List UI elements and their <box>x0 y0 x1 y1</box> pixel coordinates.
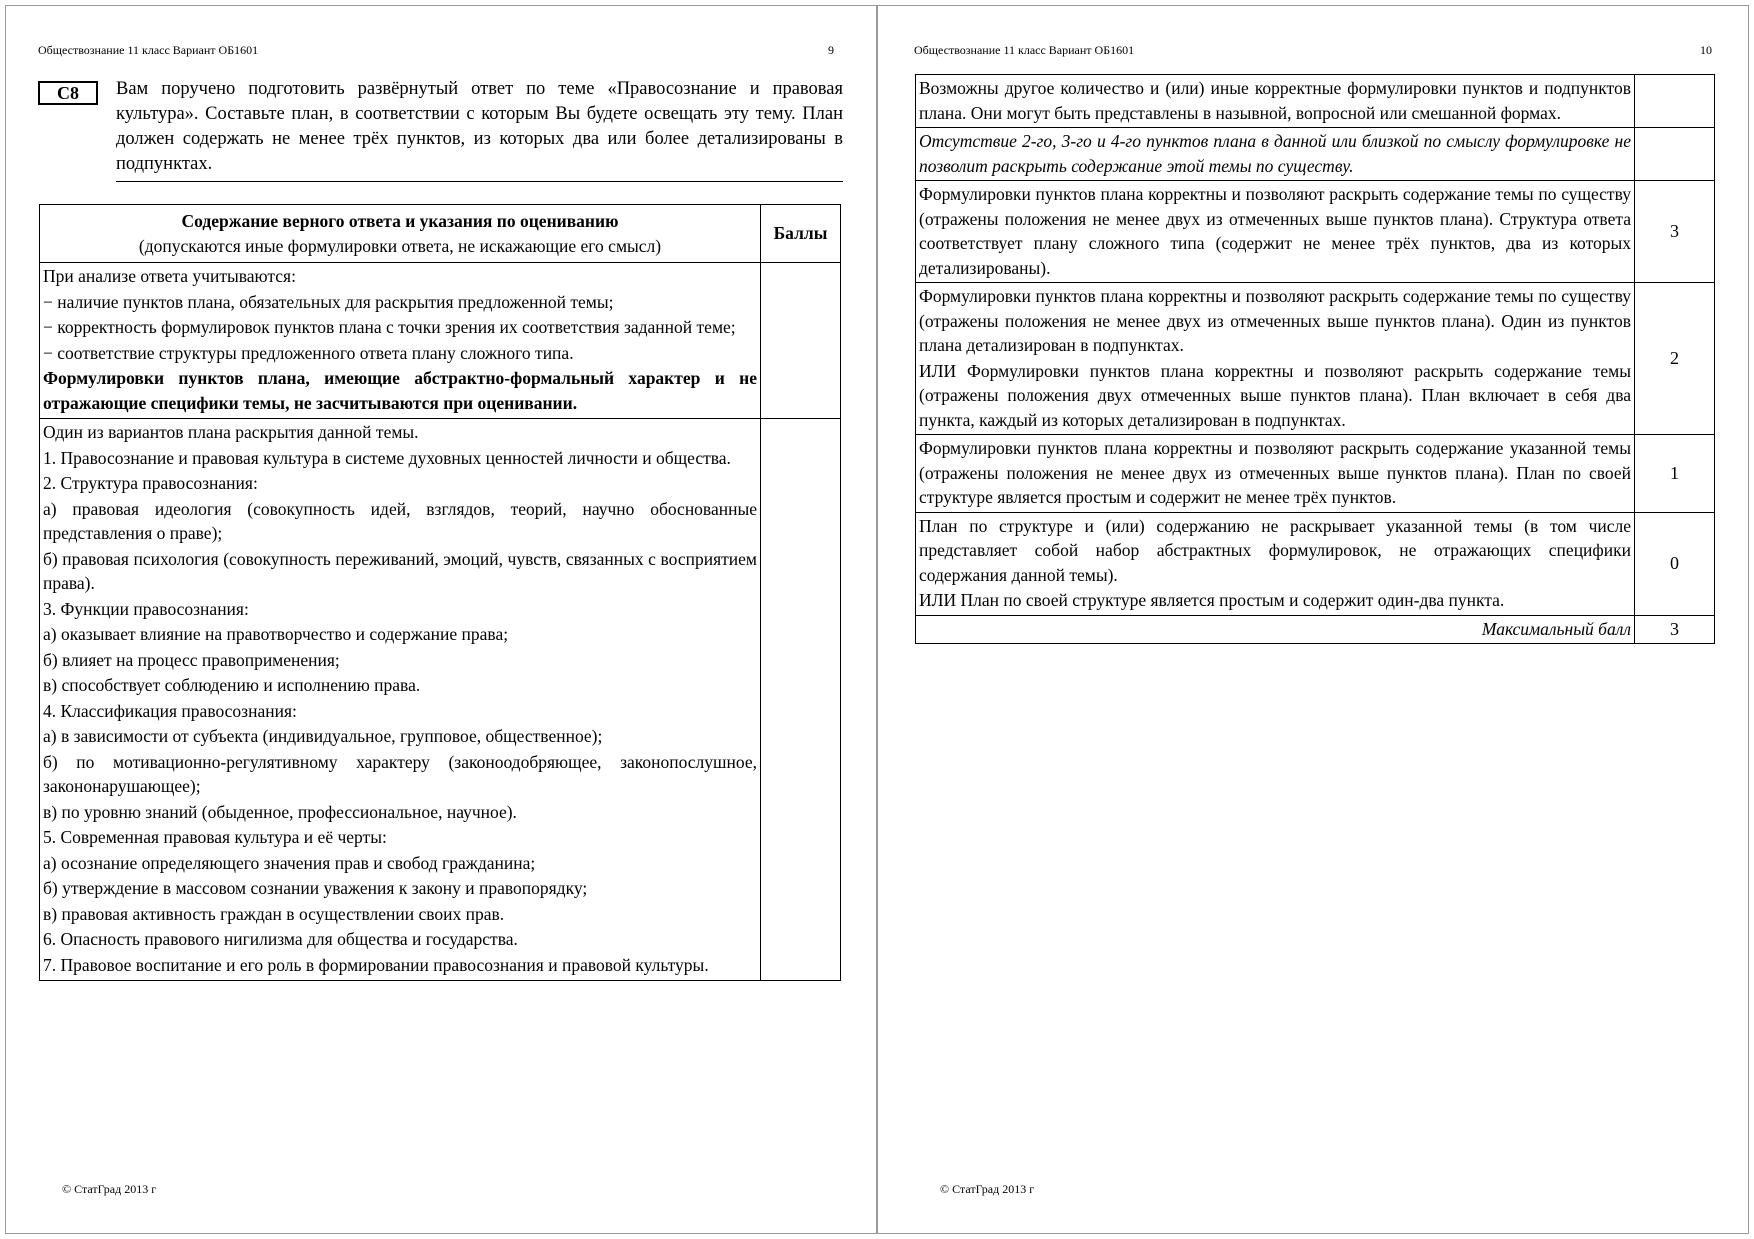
max-score-row <box>916 615 1715 644</box>
plan-row <box>40 419 841 981</box>
criteria-score-cell <box>761 263 841 419</box>
criteria-row <box>40 263 841 419</box>
scoring-text: Формулировки пунктов плана корректны и позволяют раскрыть содержание темы по существу (отражены положения не менее двух из отмеченных выше пунктов плана). Структура ответа соответствует плану сложного типа (содержит не менее трёх пунктов, два из которых детализированы). <box>919 184 1631 278</box>
plan-line: в) способствует соблюдению и исполнению права. <box>43 675 421 695</box>
scoring-score: 1 <box>1635 435 1715 513</box>
plan-line: б) утверждение в массовом сознании уважения к закону и правопорядку; <box>43 878 588 898</box>
page-header: Обществознание 11 класс Вариант ОБ1601 <box>38 43 259 57</box>
table-header-title: Содержание верного ответа и указания по оцениванию <box>181 211 619 231</box>
plan-line: Один из вариантов плана раскрытия данной темы. <box>43 422 419 442</box>
criteria-line: − соответствие структуры предложенного ответа плану сложного типа. <box>43 342 574 363</box>
scoring-text-alt: ИЛИ Формулировки пунктов плана корректны и позволяют раскрыть содержание темы (отражены положения двух отмеченных выше пунктов плана). План включает в себя два пункта, каждый из которых детализирован в подпунктах. <box>919 360 1631 430</box>
scoring-row <box>916 435 1715 513</box>
max-score-value: 3 <box>1635 615 1715 644</box>
table-header-score: Баллы <box>761 205 841 263</box>
plan-line: 5. Современная правовая культура и её черты: <box>43 827 387 847</box>
task-label: С8 <box>38 81 98 105</box>
plan-cell <box>40 419 761 981</box>
scoring-criterion <box>916 181 1635 283</box>
scoring-row <box>916 181 1715 283</box>
plan-line: а) правовая идеология (совокупность идей, взглядов, теорий, научно обоснованные представления о праве); <box>43 498 757 543</box>
criteria-line: − корректность формулировок пунктов плана с точки зрения их соответствия заданной теме; <box>43 317 736 337</box>
answer-table <box>39 204 841 981</box>
plan-line: а) в зависимости от субъекта (индивидуальное, групповое, общественное); <box>43 726 603 746</box>
scoring-score: 3 <box>1635 181 1715 283</box>
task-text: Вам поручено подготовить развёрнутый ответ по теме «Правосознание и правовая культура». Составьте план, в соответствии с которым Вы будете освещать эту тему. План должен содержать не менее трёх пунктов, из которых два или более детализированы в подпунктах. <box>116 77 843 182</box>
note-alt-cell: Возможны другое количество и (или) иные корректные формулировки пунктов и подпунктов плана. Они могут быть представлены в назывной, вопросной или смешанной формах. <box>916 75 1635 128</box>
plan-line: а) осознание определяющего значения прав и свобод гражданина; <box>43 852 536 873</box>
page-number: 9 <box>828 43 834 57</box>
task-block <box>38 77 843 182</box>
table-header-row <box>40 205 841 263</box>
plan-line: 6. Опасность правового нигилизма для общества и государства. <box>43 929 518 949</box>
table-header-subtitle: (допускаются иные формулировки ответа, не искажающие его смысл) <box>138 235 662 256</box>
page-header: Обществознание 11 класс Вариант ОБ1601 <box>914 43 1135 57</box>
criteria-cell <box>40 263 761 419</box>
page-number: 10 <box>1700 43 1712 57</box>
plan-line: 3. Функции правосознания: <box>43 598 249 619</box>
criteria-line: При анализе ответа учитываются: <box>43 266 296 286</box>
scoring-row <box>916 283 1715 435</box>
note-row <box>916 75 1715 128</box>
scoring-row <box>916 512 1715 615</box>
plan-line: а) оказывает влияние на правотворчество и содержание права; <box>43 624 509 644</box>
scoring-criterion <box>916 435 1635 513</box>
note-alt-score <box>1635 75 1715 128</box>
plan-line: в) по уровню знаний (обыденное, профессиональное, научное). <box>43 801 517 822</box>
plan-line: 7. Правовое воспитание и его роль в формировании правосознания и правовой культуры. <box>43 954 709 975</box>
page-footer: © СтатГрад 2013 г <box>62 1182 157 1196</box>
scoring-text-alt: ИЛИ План по своей структуре является простым и содержит один-два пункта. <box>919 590 1505 610</box>
page-footer: © СтатГрад 2013 г <box>940 1182 1035 1196</box>
scoring-criterion <box>916 283 1635 435</box>
plan-line: б) по мотивационно-регулятивному характеру (законоодобряющее, законопослушное, закононарушающее); <box>43 751 757 796</box>
scoring-score: 0 <box>1635 512 1715 615</box>
table-header-content <box>40 205 761 263</box>
plan-line: 1. Правосознание и правовая культура в системе духовных ценностей личности и общества. <box>43 447 731 468</box>
plan-line: 2. Структура правосознания: <box>43 473 258 493</box>
plan-score-cell <box>761 419 841 981</box>
scoring-text: Формулировки пунктов плана корректны и позволяют раскрыть содержание темы по существу (отражены положения не менее двух из отмеченных выше пунктов плана). Один из пунктов плана детализирован в подпунктах. <box>919 286 1631 355</box>
note-row <box>916 128 1715 181</box>
scoring-score: 2 <box>1635 283 1715 435</box>
plan-line: 4. Классификация правосознания: <box>43 700 297 721</box>
note-absence-cell: Отсутствие 2-го, 3-го и 4-го пунктов плана в данной или близкой по смыслу формулировке не позволит раскрыть содержание этой темы по существу. <box>916 128 1635 181</box>
scoring-text: Формулировки пунктов плана корректны и позволяют раскрыть содержание указанной темы (отражены положения не менее двух из отмеченных выше пунктов плана). План по своей структуре является простым и содержит не менее трёх пунктов. <box>919 438 1631 507</box>
scoring-criterion <box>916 512 1635 615</box>
note-absence-score <box>1635 128 1715 181</box>
plan-line: б) влияет на процесс правоприменения; <box>43 649 340 670</box>
plan-line: б) правовая психология (совокупность переживаний, эмоций, чувств, связанных с восприятием права). <box>43 548 757 593</box>
scoring-text: План по структуре и (или) содержанию не раскрывает указанной темы (в том числе представляет собой набор абстрактных формулировок, не отражающих специфики содержания данной темы). <box>919 515 1631 585</box>
max-score-label: Максимальный балл <box>916 615 1635 644</box>
criteria-bold-note: Формулировки пунктов плана, имеющие абстрактно-формальный характер и не отражающие специфики темы, не засчитываются при оценивании. <box>43 368 757 413</box>
page-right <box>877 5 1749 1234</box>
plan-line: в) правовая активность граждан в осуществлении своих прав. <box>43 903 505 924</box>
criteria-line: − наличие пунктов плана, обязательных для раскрытия предложенной темы; <box>43 291 614 312</box>
page-left <box>5 5 877 1234</box>
scoring-table <box>915 74 1715 644</box>
